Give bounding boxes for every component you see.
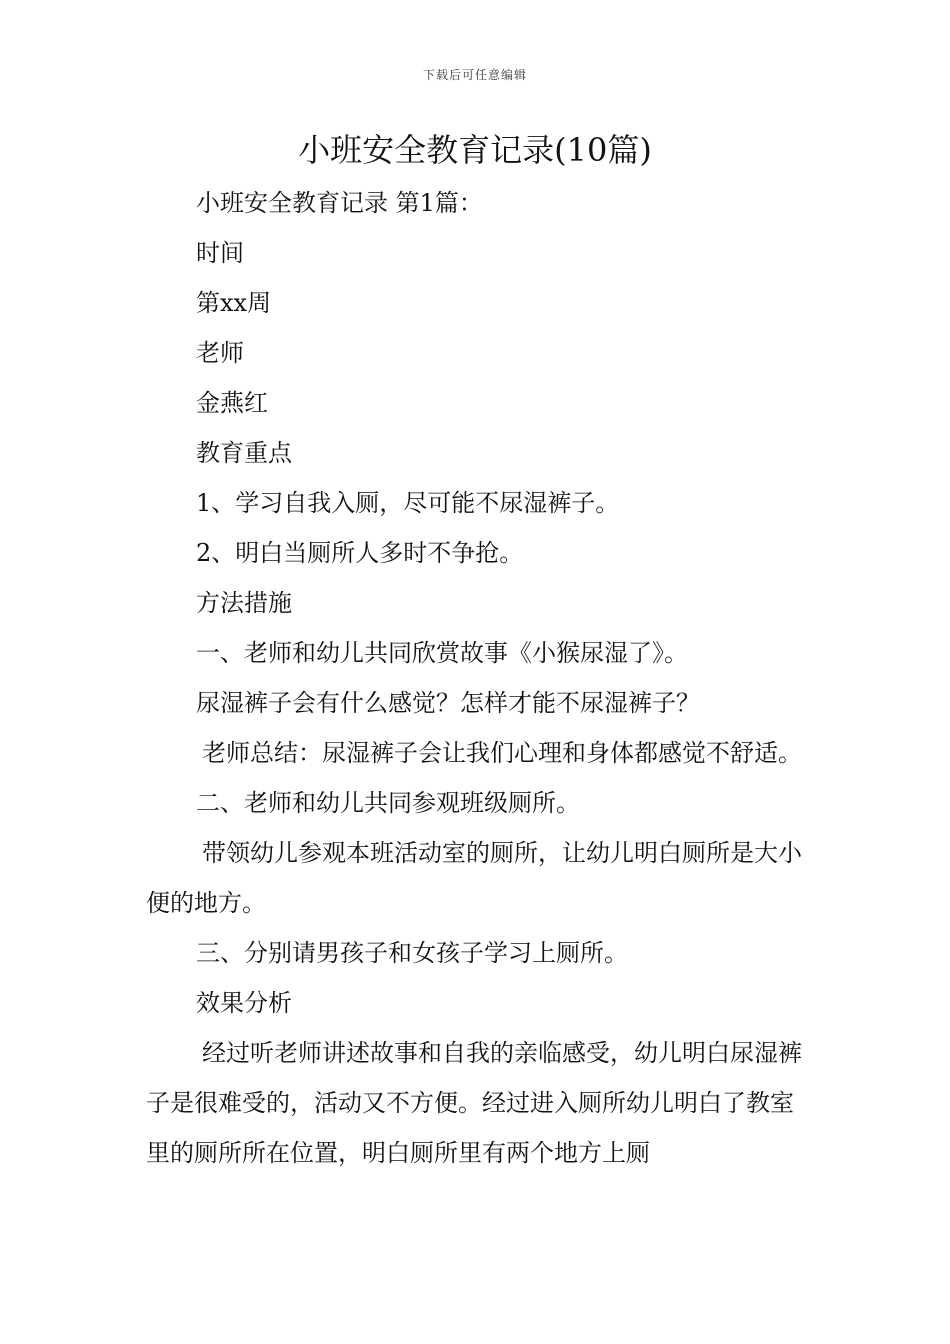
header-note: 下载后可任意编辑 bbox=[422, 68, 527, 82]
paragraph-results-label: 效果分析 bbox=[196, 989, 292, 1017]
paragraph-focus-2: 2、明白当厕所人多时不争抢。 bbox=[196, 539, 524, 567]
paragraph-method-1: 一、老师和幼儿共同欣赏故事《小猴尿湿了》。 bbox=[196, 639, 688, 667]
document-title: 小班安全教育记录(10篇) bbox=[298, 131, 652, 169]
paragraph-teacher-label: 老师 bbox=[196, 339, 244, 367]
document-body bbox=[146, 178, 808, 1178]
paragraph-question: 尿湿裤子会有什么感觉？怎样才能不尿湿裤子？ bbox=[196, 689, 700, 717]
paragraph-teacher-name: 金燕红 bbox=[196, 389, 268, 417]
paragraph-methods-label: 方法措施 bbox=[196, 589, 292, 617]
paragraph-teacher-summary: 老师总结：尿湿裤子会让我们心理和身体都感觉不舒适。 bbox=[202, 739, 802, 767]
paragraph-focus-1: 1、学习自我入厕，尽可能不尿湿裤子。 bbox=[196, 489, 620, 517]
paragraph-method-3: 三、分别请男孩子和女孩子学习上厕所。 bbox=[196, 939, 628, 967]
paragraph-visit-description: 带领幼儿参观本班活动室的厕所，让幼儿明白厕所是大小便的地方。 bbox=[146, 839, 802, 917]
paragraph-time-label: 时间 bbox=[196, 239, 244, 267]
paragraph-method-2: 二、老师和幼儿共同参观班级厕所。 bbox=[196, 789, 580, 817]
paragraph-week: 第xx周 bbox=[196, 289, 272, 317]
paragraph-section-heading: 小班安全教育记录 第1篇： bbox=[196, 189, 483, 217]
paragraph-results-analysis: 经过听老师讲述故事和自我的亲临感受，幼儿明白尿湿裤子是很难受的，活动又不方便。经过进入厕所幼儿明白了教室里的厕所所在位置，明白厕所里有两个地方上厕 bbox=[146, 1039, 802, 1167]
paragraph-focus-label: 教育重点 bbox=[196, 439, 292, 467]
